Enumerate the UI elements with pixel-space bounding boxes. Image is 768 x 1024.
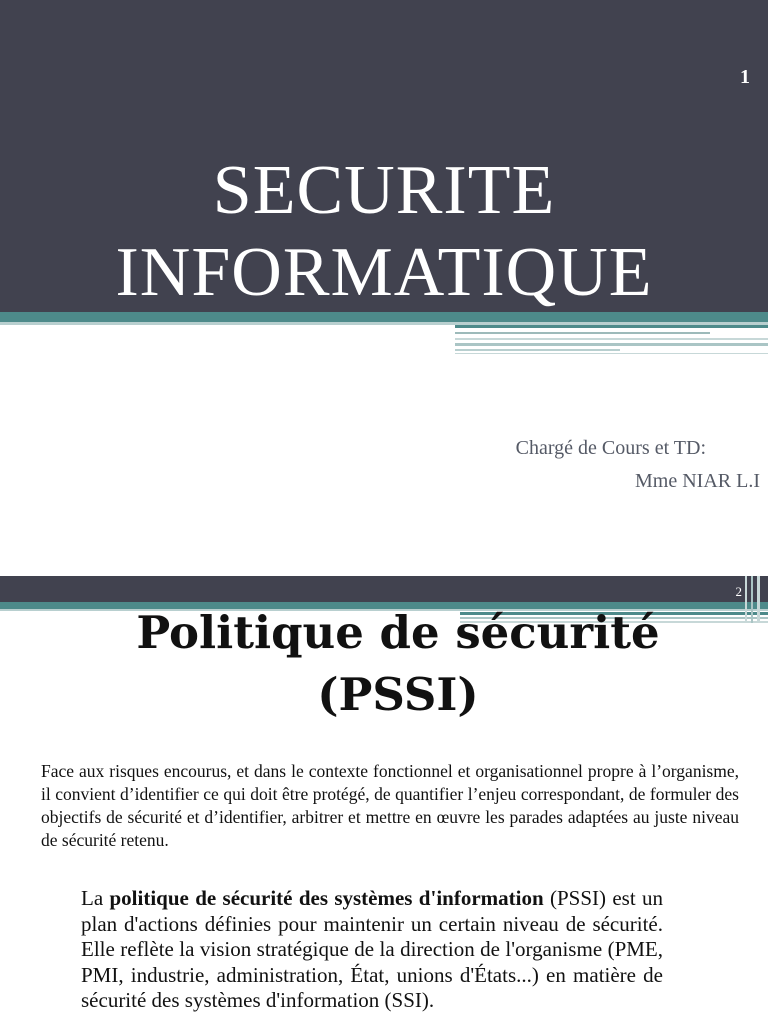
slide-title [0, 150, 768, 314]
lecturer-name: Mme NIAR L.I [635, 470, 760, 492]
title-line-1: SECURITE [212, 152, 556, 229]
lecturer-label: Chargé de Cours et TD: [515, 437, 706, 459]
slide-number: 1 [740, 66, 750, 88]
definition-term: politique de sécurité des systèmes d'information [109, 886, 544, 910]
definition-paragraph [81, 886, 663, 1014]
title-line-1: Politique de sécurité [136, 606, 660, 659]
intro-paragraph: Face aux risques encourus, et dans le contexte fonctionnel et organisationnel propre à l’organisme, il convient d’identifier ce qui doit être protégé, de quantifier l’enjeu correspondant, de formuler des objectifs de sécurité et d’identifier, arbitrer et mettre en œuvre les parades adaptées au juste niveau de sécurité retenu. [41, 761, 739, 850]
title-line-2: INFORMATIQUE [115, 234, 653, 311]
title-line-2: (PSSI) [317, 668, 479, 721]
definition-body: (PSSI) est un plan d'actions définies pour maintenir un certain niveau de sécurité. Elle reflète la vision stratégique de la direction de l'organisme (PME, PMI, industrie, administration, État, unions d'États...) en matière de sécurité des systèmes d'information (SSI). [81, 886, 664, 1012]
slide-title [0, 602, 768, 726]
header-band [0, 576, 768, 602]
definition-prefix: La [81, 886, 104, 910]
slide-2 [0, 576, 768, 1024]
slide-number: 2 [735, 584, 742, 599]
